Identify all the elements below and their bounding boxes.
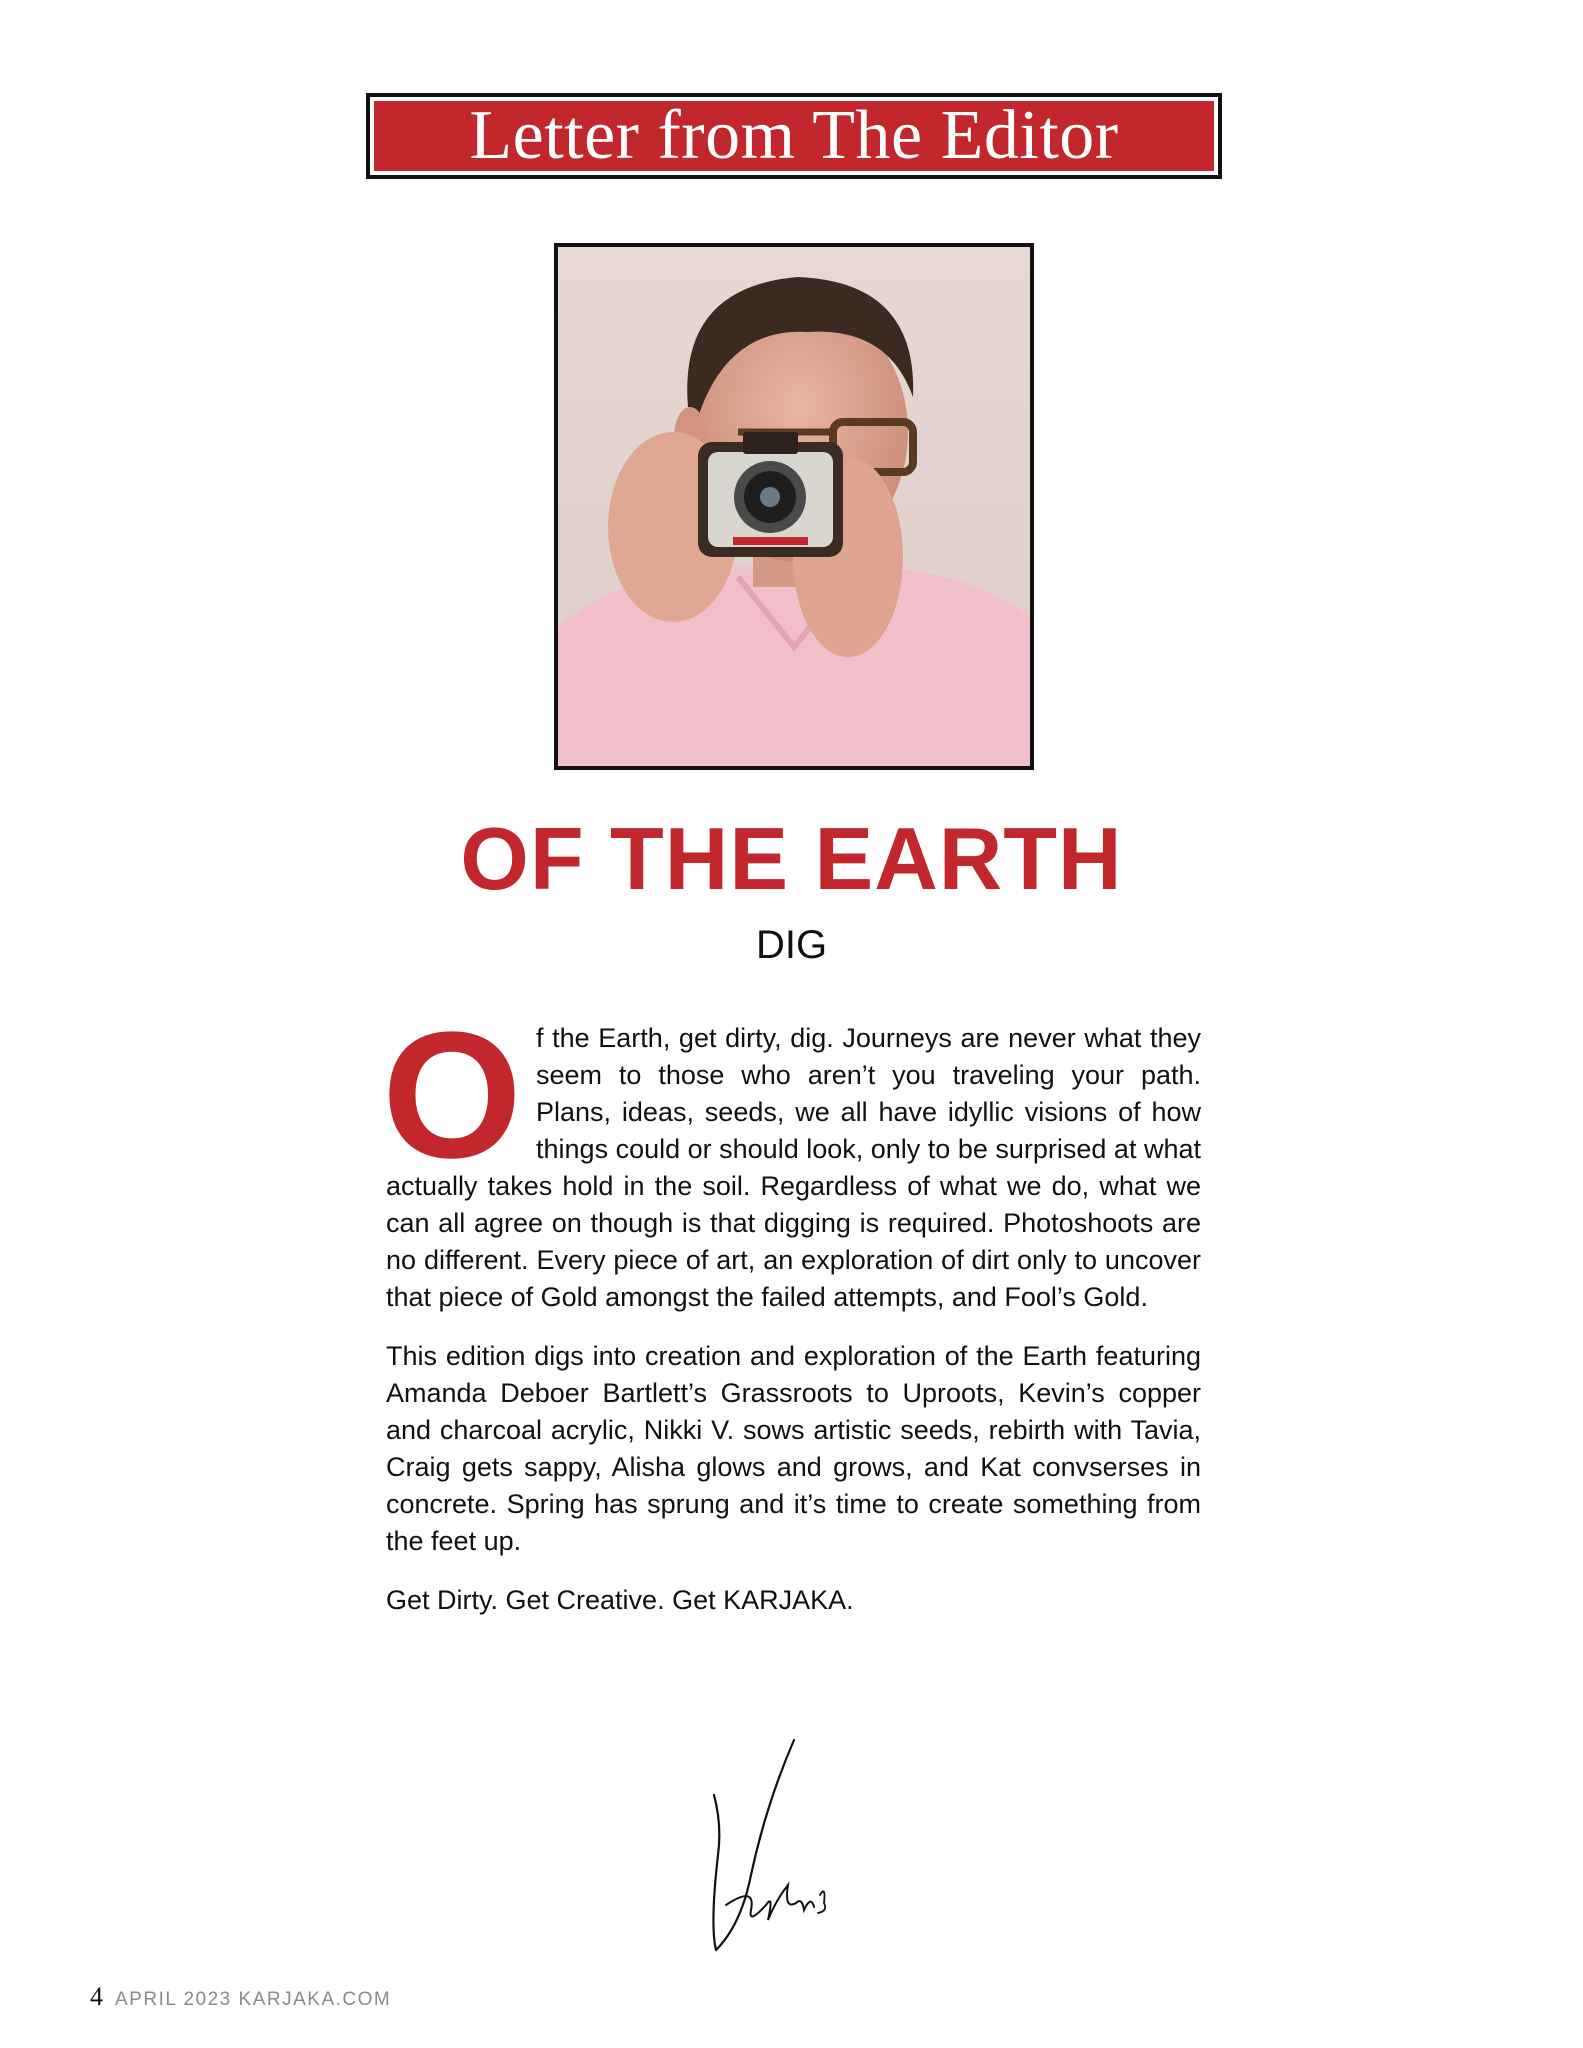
header-banner-fill [374,97,1214,174]
editor-portrait-image [558,247,1030,766]
issue-info: APRIL 2023 KARJAKA.COM [115,1989,392,2010]
article-body [382,995,1201,1641]
article-headline: OF THE EARTH [460,809,1123,908]
article-paragraph-3: Get Dirty. Get Creative. Get KARJAKA. [386,1585,854,1615]
article-paragraph-1 [382,995,1201,1316]
header-banner [366,93,1222,179]
article-paragraph-2: This edition digs into creation and exploration of the Earth featuring Amanda Deboer Bartlett’s Grassroots to Uproots, Kevin’s copper and charcoal acrylic, Nikki V. sows artistic seeds, rebirth with Tavia, Craig gets sappy, Alisha glows and grows, and Kat convserses in concrete. Spring has sprung and it’s time to create something from the feet up. [386,1341,1201,1556]
page-footer [90,1982,391,2012]
editor-signature [696,1735,876,1965]
paragraph-1-text: f the Earth, get dirty, dig. Journeys are never what they seem to those who aren’t you traveling your path. Plans, ideas, seeds, we all have idyllic visions of how things could or should look, only to be surprised at what actually takes hold in the soil. Regardless of what we do, what we can all agree on though is that digging is required. Photoshoots are no different. Every piece of art, an exploration of dirt only to uncover that piece of Gold amongst the failed attempts, and Fool’s Gold. [386,1023,1201,1312]
editor-photo [554,243,1034,770]
page-title: Letter from The Editor [469,97,1119,174]
article-subheadline: DIG [755,923,828,967]
drop-cap: O [382,995,523,1196]
page-number: 4 [90,1982,103,2011]
